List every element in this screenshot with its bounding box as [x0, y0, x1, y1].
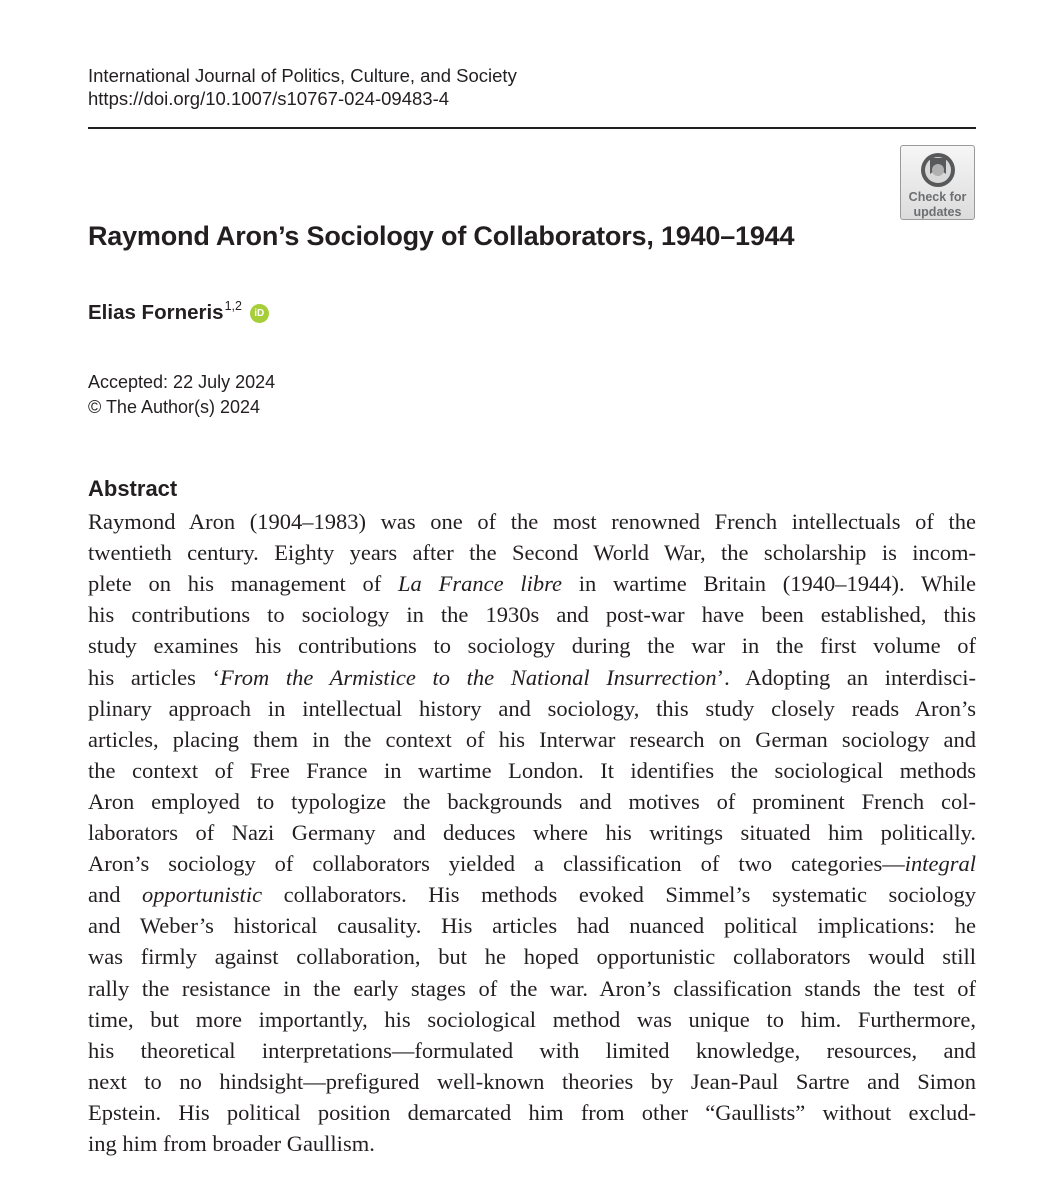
- abstract-line: [88, 1098, 976, 1128]
- abstract-line: [88, 1067, 976, 1097]
- abstract-text: study examines his contributions to sociology during the war in the first volume of: [88, 633, 976, 659]
- journal-name: International Journal of Politics, Culture, and Society: [88, 65, 517, 86]
- abstract-line: [88, 911, 976, 941]
- abstract-text: and: [88, 882, 143, 908]
- abstract-line: [88, 974, 976, 1004]
- abstract-line: [88, 1036, 976, 1066]
- accepted-date: Accepted: 22 July 2024: [88, 372, 276, 392]
- abstract-text: laborators of Nazi Germany and deduces where his writings situated him politically.: [88, 820, 976, 845]
- orcid-icon[interactable]: iD: [250, 304, 269, 323]
- abstract-line: [88, 818, 976, 848]
- abstract-text: twentieth century. Eighty years after the Second World War, the scholarship is incom-: [88, 540, 976, 566]
- abstract-text: time, but more importantly, his sociological method was unique to him. Furthermore,: [88, 1006, 976, 1032]
- abstract-text: and Weber’s historical causality. His articles had nuanced political implications: he: [88, 913, 976, 939]
- journal-header: [88, 64, 517, 110]
- abstract-text: his articles ‘: [88, 664, 221, 690]
- abstract-line: [88, 600, 976, 630]
- abstract-text: Raymond Aron (1904–1983) was one of the most renowned French intellectuals of the: [88, 509, 976, 534]
- author-name[interactable]: Elias Forneris: [88, 301, 224, 324]
- author-line: [88, 299, 269, 327]
- abstract-line: [88, 880, 976, 910]
- abstract-text: next to no hindsight—prefigured well-known theories by Jean-Paul Sartre and Simon: [88, 1068, 976, 1094]
- doi-link[interactable]: https://doi.org/10.1007/s10767-024-09483-4: [88, 88, 450, 109]
- article-title: Raymond Aron’s Sociology of Collaborators, 1940–1944: [88, 221, 795, 251]
- check-for-updates-badge[interactable]: [900, 145, 975, 220]
- abstract-line: [88, 538, 976, 568]
- copyright-notice: © The Author(s) 2024: [88, 397, 261, 417]
- abstract-text: was firmly against collaboration, but he hoped opportunistic collaborators would still: [88, 944, 976, 970]
- abstract-line: [88, 631, 976, 661]
- crossmark-icon: [919, 151, 957, 189]
- abstract-line: [88, 663, 976, 693]
- abstract-text: ing him from broader Gaullism.: [88, 1131, 375, 1156]
- abstract-text: collaborators. His methods evoked Simmel’s systematic sociology: [262, 882, 976, 908]
- abstract-text: Epstein. His political position demarcated him from other “Gaullists” without exclud-: [88, 1099, 976, 1125]
- abstract-italic-text: opportunistic: [142, 882, 263, 908]
- abstract-line: [88, 849, 976, 879]
- abstract-italic-text: integral: [904, 851, 976, 877]
- abstract-line: [88, 1129, 976, 1159]
- abstract-text: Aron’s sociology of collaborators yielded a classification of two categories—: [88, 851, 905, 877]
- abstract-line: [88, 787, 976, 817]
- abstract-text: the context of Free France in wartime London. It identifies the sociological methods: [88, 757, 976, 783]
- abstract-text: plete on his management of: [88, 571, 399, 597]
- abstract-heading: Abstract: [88, 476, 178, 501]
- header-rule: [88, 127, 976, 129]
- abstract-line: [88, 507, 976, 537]
- abstract-text: rally the resistance in the early stages of the war. Aron’s classification stands the test of: [88, 975, 976, 1001]
- abstract-text: in wartime Britain (1940–1944). While: [562, 571, 976, 597]
- abstract-line: [88, 1005, 976, 1035]
- abstract-italic-text: From the Armistice to the National Insurrection: [220, 664, 717, 690]
- abstract-text: his contributions to sociology in the 1930s and post-war have been established, this: [88, 602, 976, 628]
- abstract-line: [88, 725, 976, 755]
- abstract-line: [88, 942, 976, 972]
- badge-label-line1: Check for: [908, 190, 967, 204]
- abstract-text: ’. Adopting an interdisci-: [716, 664, 976, 690]
- abstract-text: Aron employed to typologize the backgrounds and motives of prominent French col-: [88, 788, 976, 814]
- abstract-line: [88, 694, 976, 724]
- affiliation-marks: 1,2: [224, 299, 242, 313]
- abstract-line: [88, 569, 976, 599]
- abstract-text: plinary approach in intellectual history and sociology, this study closely reads Aron’s: [88, 695, 976, 721]
- abstract-italic-text: La France libre: [398, 571, 562, 597]
- abstract-text: articles, placing them in the context of his Interwar research on German sociology and: [88, 726, 976, 752]
- badge-label-line2: updates: [913, 205, 962, 219]
- abstract-line: [88, 756, 976, 786]
- abstract-text: his theoretical interpretations—formulated with limited knowledge, resources, and: [88, 1037, 976, 1063]
